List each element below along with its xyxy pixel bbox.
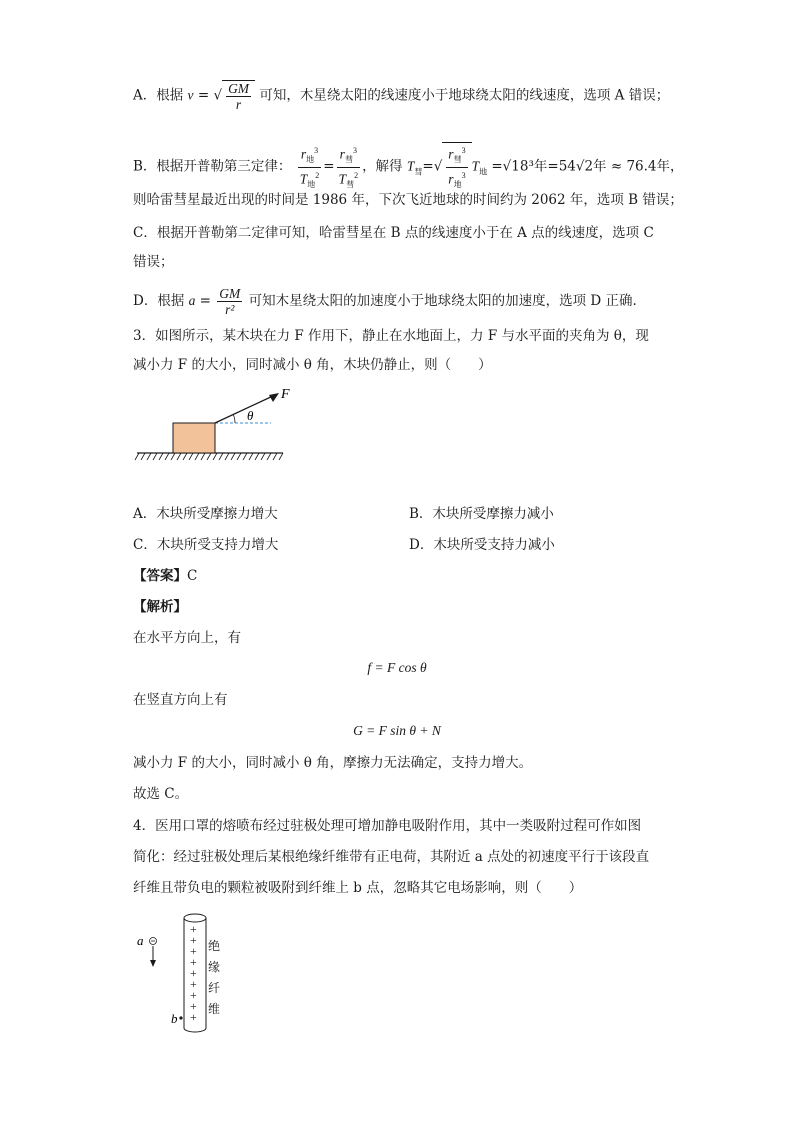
- option-b-mid: ，解得: [362, 158, 403, 175]
- frac-gm-r2: $\frac{GM}{\text{r²}}$: [219, 286, 241, 317]
- q3-option-c: C．木块所受支持力增大: [133, 537, 279, 553]
- frac-r-hui: $\frac{r_彗^3}{T_彗^2}$: [337, 143, 361, 192]
- formula-a: a: [188, 293, 196, 308]
- option-b-line: B．根据开普勒第三定律： $\frac{r_地^3}{T_地^2}$ = $\frac{r_彗^3}{T_彗^2}$ ，解得 $T_彗=√$ $\frac{r_彗^3}{r_地^3}$ $T_地 =√18^3$年=54√2年 ≈ 76.4年，: [133, 142, 684, 192]
- option-a-line: A．根据 v = √ $\frac{GM}{r}$ 可知，木星绕太阳的线速度小于地球绕太阳的线速度，选项 A 错误；: [133, 81, 670, 112]
- answer-line: [133, 566, 197, 586]
- option-b-result: =√18³年=54√2年 ≈ 76.4年，: [491, 158, 684, 175]
- svg-text:缘: 缘: [208, 960, 221, 974]
- svg-text:+: +: [190, 1010, 197, 1024]
- option-a-rest: 可知，木星绕太阳的线速度小于地球绕太阳的线速度，选项 A 错误；: [259, 87, 670, 104]
- svg-text:+: +: [190, 966, 197, 980]
- frac-den: r: [235, 97, 242, 112]
- answer-value: C: [187, 568, 198, 584]
- svg-text:维: 维: [208, 1002, 221, 1016]
- svg-text:+: +: [190, 977, 197, 991]
- fiber-label: [208, 939, 220, 1016]
- q3-line2: 减小力 F 的大小，同时减小 θ 角，木块仍静止，则（ ）: [133, 357, 492, 373]
- wood-block: [173, 423, 215, 453]
- q3-line1: 3．如图所示，某木块在力 F 作用下，静止在水地面上，力 F 与水平面的夹角为 θ，现: [133, 328, 649, 344]
- q3-option-b: B．木块所受摩擦力减小: [409, 506, 554, 522]
- formula-T: T: [406, 158, 415, 174]
- q4-line2: 简化：经过驻极处理后某根绝缘纤维带有正电荷，其附近 a 点处的初速度平行于该段直: [133, 849, 650, 865]
- svg-text:绝: 绝: [208, 939, 221, 953]
- label-a: a: [137, 933, 144, 948]
- force-arrow: [215, 395, 275, 423]
- svg-text:+: +: [190, 955, 197, 969]
- analysis-line2: 在竖直方向上有: [133, 692, 228, 708]
- svg-text:纤: 纤: [208, 981, 221, 995]
- analysis-label: 【解析】: [133, 599, 187, 615]
- q3-figure: [133, 383, 303, 465]
- analysis-line4: 故选 C。: [133, 786, 189, 802]
- label-theta: θ: [247, 408, 254, 423]
- frac-num: GM: [228, 81, 250, 96]
- formula-v: v: [187, 87, 194, 103]
- option-c-line1: C．根据开普勒第二定律可知，哈雷彗星在 B 点的线速度小于在 A 点的线速度，选项 C: [133, 225, 654, 241]
- positive-charges: [190, 922, 197, 1024]
- option-b-line2: 则哈雷彗星最近出现的时间是 1986 年，下次飞近地球的时间约为 2062 年，选项 B 错误；: [133, 192, 683, 208]
- svg-text:+: +: [190, 922, 197, 936]
- option-d-line: D．根据 a = $\frac{GM}{\text{r²}}$ 可知木星绕太阳的加速度小于地球绕太阳的加速度，选项 D 正确.: [133, 286, 637, 317]
- svg-text:+: +: [190, 933, 197, 947]
- q3-option-d: D．木块所受支持力减小: [409, 537, 555, 553]
- frac-r-di: $\frac{r_地^3}{T_地^2}$: [298, 143, 322, 192]
- svg-text:+: +: [190, 944, 197, 958]
- option-d-rest: 可知木星绕太阳的加速度小于地球绕太阳的加速度，选项 D 正确.: [248, 293, 637, 309]
- sqrt-ratio: √ $\frac{r_彗^3}{r_地^3}$: [434, 142, 472, 192]
- svg-text:+: +: [190, 999, 197, 1013]
- svg-text:+: +: [190, 988, 197, 1002]
- q4-line1: 4．医用口罩的熔喷布经过驻极处理可增加静电吸附作用，其中一类吸附过程可作如图: [133, 818, 642, 834]
- equation-vertical: G = F sin θ + N: [353, 723, 441, 738]
- label-b: b: [171, 1011, 178, 1026]
- option-d-prefix: D．根据: [133, 293, 185, 309]
- option-b-prefix: B．根据开普勒第三定律：: [133, 158, 292, 175]
- answer-label: 【答案】: [133, 568, 187, 584]
- option-a-prefix: A．根据: [133, 87, 184, 104]
- analysis-line3: 减小力 F 的大小，同时减小 θ 角，摩擦力无法确定，支持力增大。: [133, 755, 533, 771]
- q4-line3: 纤维且带负电的颗粒被吸附到纤维上 b 点，忽略其它电场影响，则（ ）: [133, 880, 583, 896]
- sqrt-gm-over-r: √ $\frac{GM}{r}$: [213, 80, 255, 112]
- option-c-line2: 错误；: [133, 254, 174, 270]
- analysis-line1: 在水平方向上，有: [133, 630, 241, 646]
- equation-friction: f = F cos θ: [367, 660, 427, 675]
- q4-figure: [133, 910, 243, 1045]
- q3-option-a: A．木块所受摩擦力增大: [133, 506, 278, 522]
- label-F: F: [281, 387, 290, 402]
